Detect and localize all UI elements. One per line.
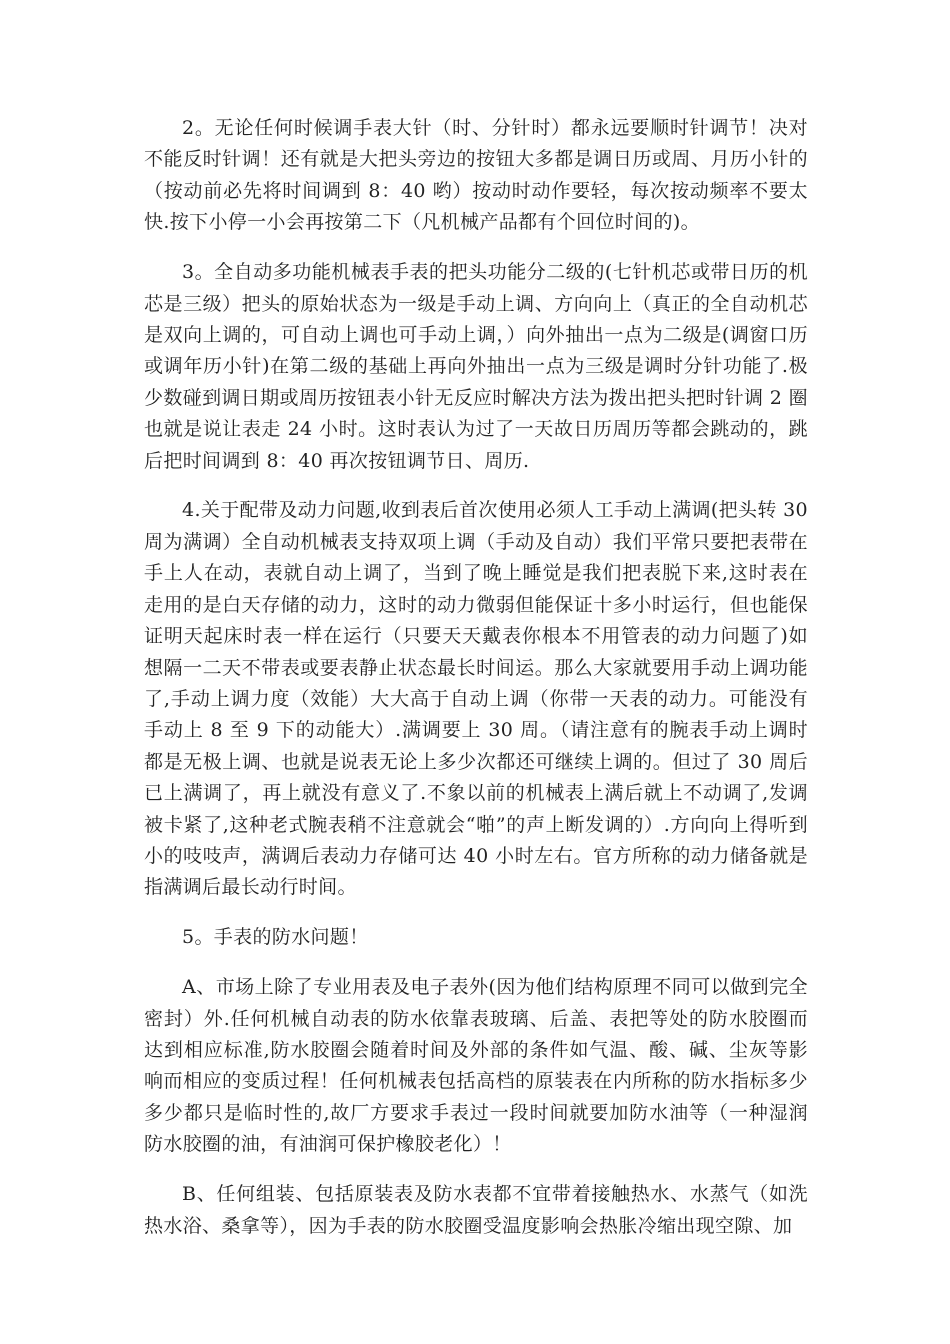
paragraph-crown-levels: 3。全自动多功能机械表手表的把头功能分二级的(七针机芯或带日历的机芯是三级）把头的原始状态为一级是手动上调、方向向上（真正的全自动机芯是双向上调的，可自动上调也可手动上调，）向外抽出一点为二级是(调窗口历或调年历小针)在第二级的基础上再向外抽出一点为三级是调时分针功能了.极少数碰到调日期或周历按钮表小针无反应时解决方法为拨出把头把时针调 2 圈也就是说让表走 24 小时。这时表认为过了一天故日历周历等都会跳动的，跳后把时间调到 8：40 再次按钮调节日、周历. bbox=[144, 261, 808, 472]
paragraph-waterproof-heading: 5。手表的防水问题！ bbox=[182, 926, 369, 949]
paragraph-time-adjust: 2。无论任何时候调手表大针（时、分针时）都永远要顺时针调节！决对不能反时针调！还有就是大把头旁边的按钮大多都是调日历或周、月历小针的（按动前必先将时间调到 8：40 哟）按动时动作要轻，每次按动频率不要太快.按下小停一小会再按第二下（凡机械产品都有个回位时间的)。 bbox=[144, 117, 808, 234]
paragraph-power-reserve: 4.关于配带及动力问题,收到表后首次使用必须人工手动上满调(把头转 30 周为满调）全自动机械表支持双项上调（手动及自动）我们平常只要把表带在手上人在动，表就自动上调了，当到了晚上睡觉是我们把表脱下来,这时表在走用的是白天存储的动力，这时的动力微弱但能保证十多小时运行，但也能保证明天起床时表一样在运行（只要天天戴表你根本不用管表的动力问题了)如想隔一二天不带表或要表静止状态最长时间运。那么大家就要用手动上调功能了,手动上调力度（效能）大大高于自动上调（你带一天表的动力。可能没有手动上 8 至 9 下的动能大）.满调要上 30 周。（请注意有的腕表手动上调时都是无极上调、也就是说表无论上多少次都还可继续上调的。但过了 30 周后已上满调了，再上就没有意义了.不象以前的机械表上满后就上不动调了,发调被卡紧了,这种老式腕表稍不注意就会“啪”的声上断发调的）.方向向上得听到小的吱吱声，满调后表动力存储可达 40 小时左右。官方所称的动力储备就是指满调后最长动行时间。 bbox=[144, 499, 808, 899]
paragraph-waterproof-a: A、市场上除了专业用表及电子表外(因为他们结构原理不同可以做到完全密封）外.任何机械自动表的防水依靠表玻璃、后盖、表把等处的防水胶圈而达到相应标准,防水胶圈会随着时间及外部的条件如气温、酸、碱、尘灰等影响而相应的变质过程！任何机械表包括高档的原装表在内所称的防水指标多少多少都只是临时性的,故厂方要求手表过一段时间就要加防水油等（一种湿润防水胶圈的油，有油润可保护橡胶老化）！ bbox=[144, 976, 808, 1156]
paragraph-waterproof-b: B、任何组装、包括原装表及防水表都不宜带着接触热水、水蒸气（如洗热水浴、桑拿等），因为手表的防水胶圈受温度影响会热胀冷缩出现空隙、加 bbox=[144, 1183, 808, 1237]
document-body bbox=[144, 113, 808, 1260]
